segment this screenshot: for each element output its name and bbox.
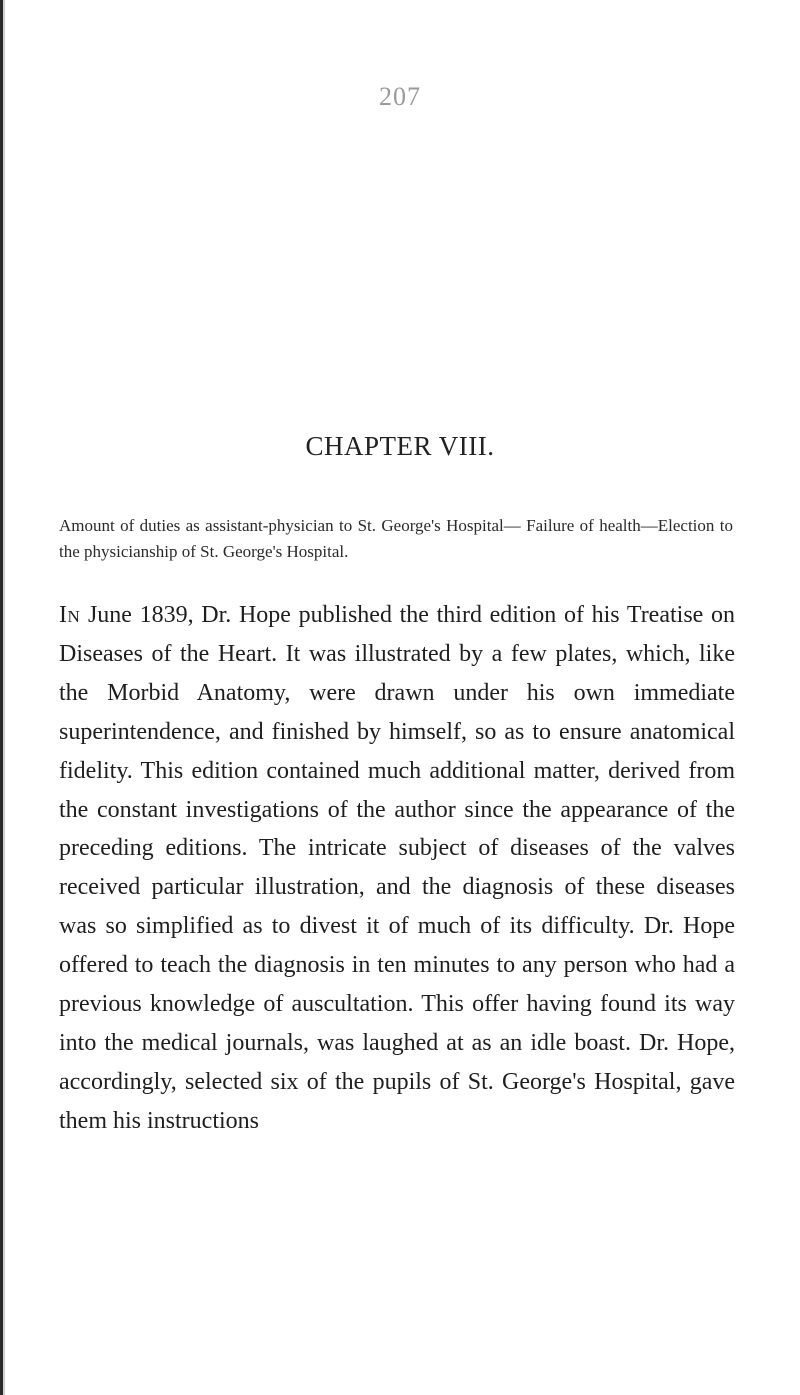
paragraph-text: June 1839, Dr. Hope published the third edition of his Treatise on Diseases of the Heart. It was illustrated by a few plates, which, like the Morbid Anatomy, were drawn under his own immediate superintendence, and finished by himself, so as to ensure anatomical fidelity. This edition contained much additional matter, derived from the constant investigations of the author since the appearance of the preceding editions. The intricate subject of diseases of the valves received particular illustration, and the diagnosis of these diseases was so simplified as to divest it of much of its difficulty. Dr. Hope offered to teach the diagnosis in ten minutes to any person who had a previous knowledge of auscultation. This offer having found its way into the medical journals, was laughed at as an idle boast. Dr. Hope, accordingly, selected six of the pupils of St. George's Hospital, gave them his instructions [59, 602, 735, 1134]
paragraph-initial-word: In [59, 602, 81, 628]
page-number: 207 [379, 82, 421, 111]
body-paragraph [59, 596, 735, 1141]
page-left-edge-shadow [3, 0, 5, 1395]
chapter-heading: CHAPTER VIII. [305, 431, 495, 461]
chapter-synopsis: Amount of duties as assistant-physician to St. George's Hospital— Failure of health—Election to the physicianship of St. George's Hospital. [59, 516, 733, 561]
